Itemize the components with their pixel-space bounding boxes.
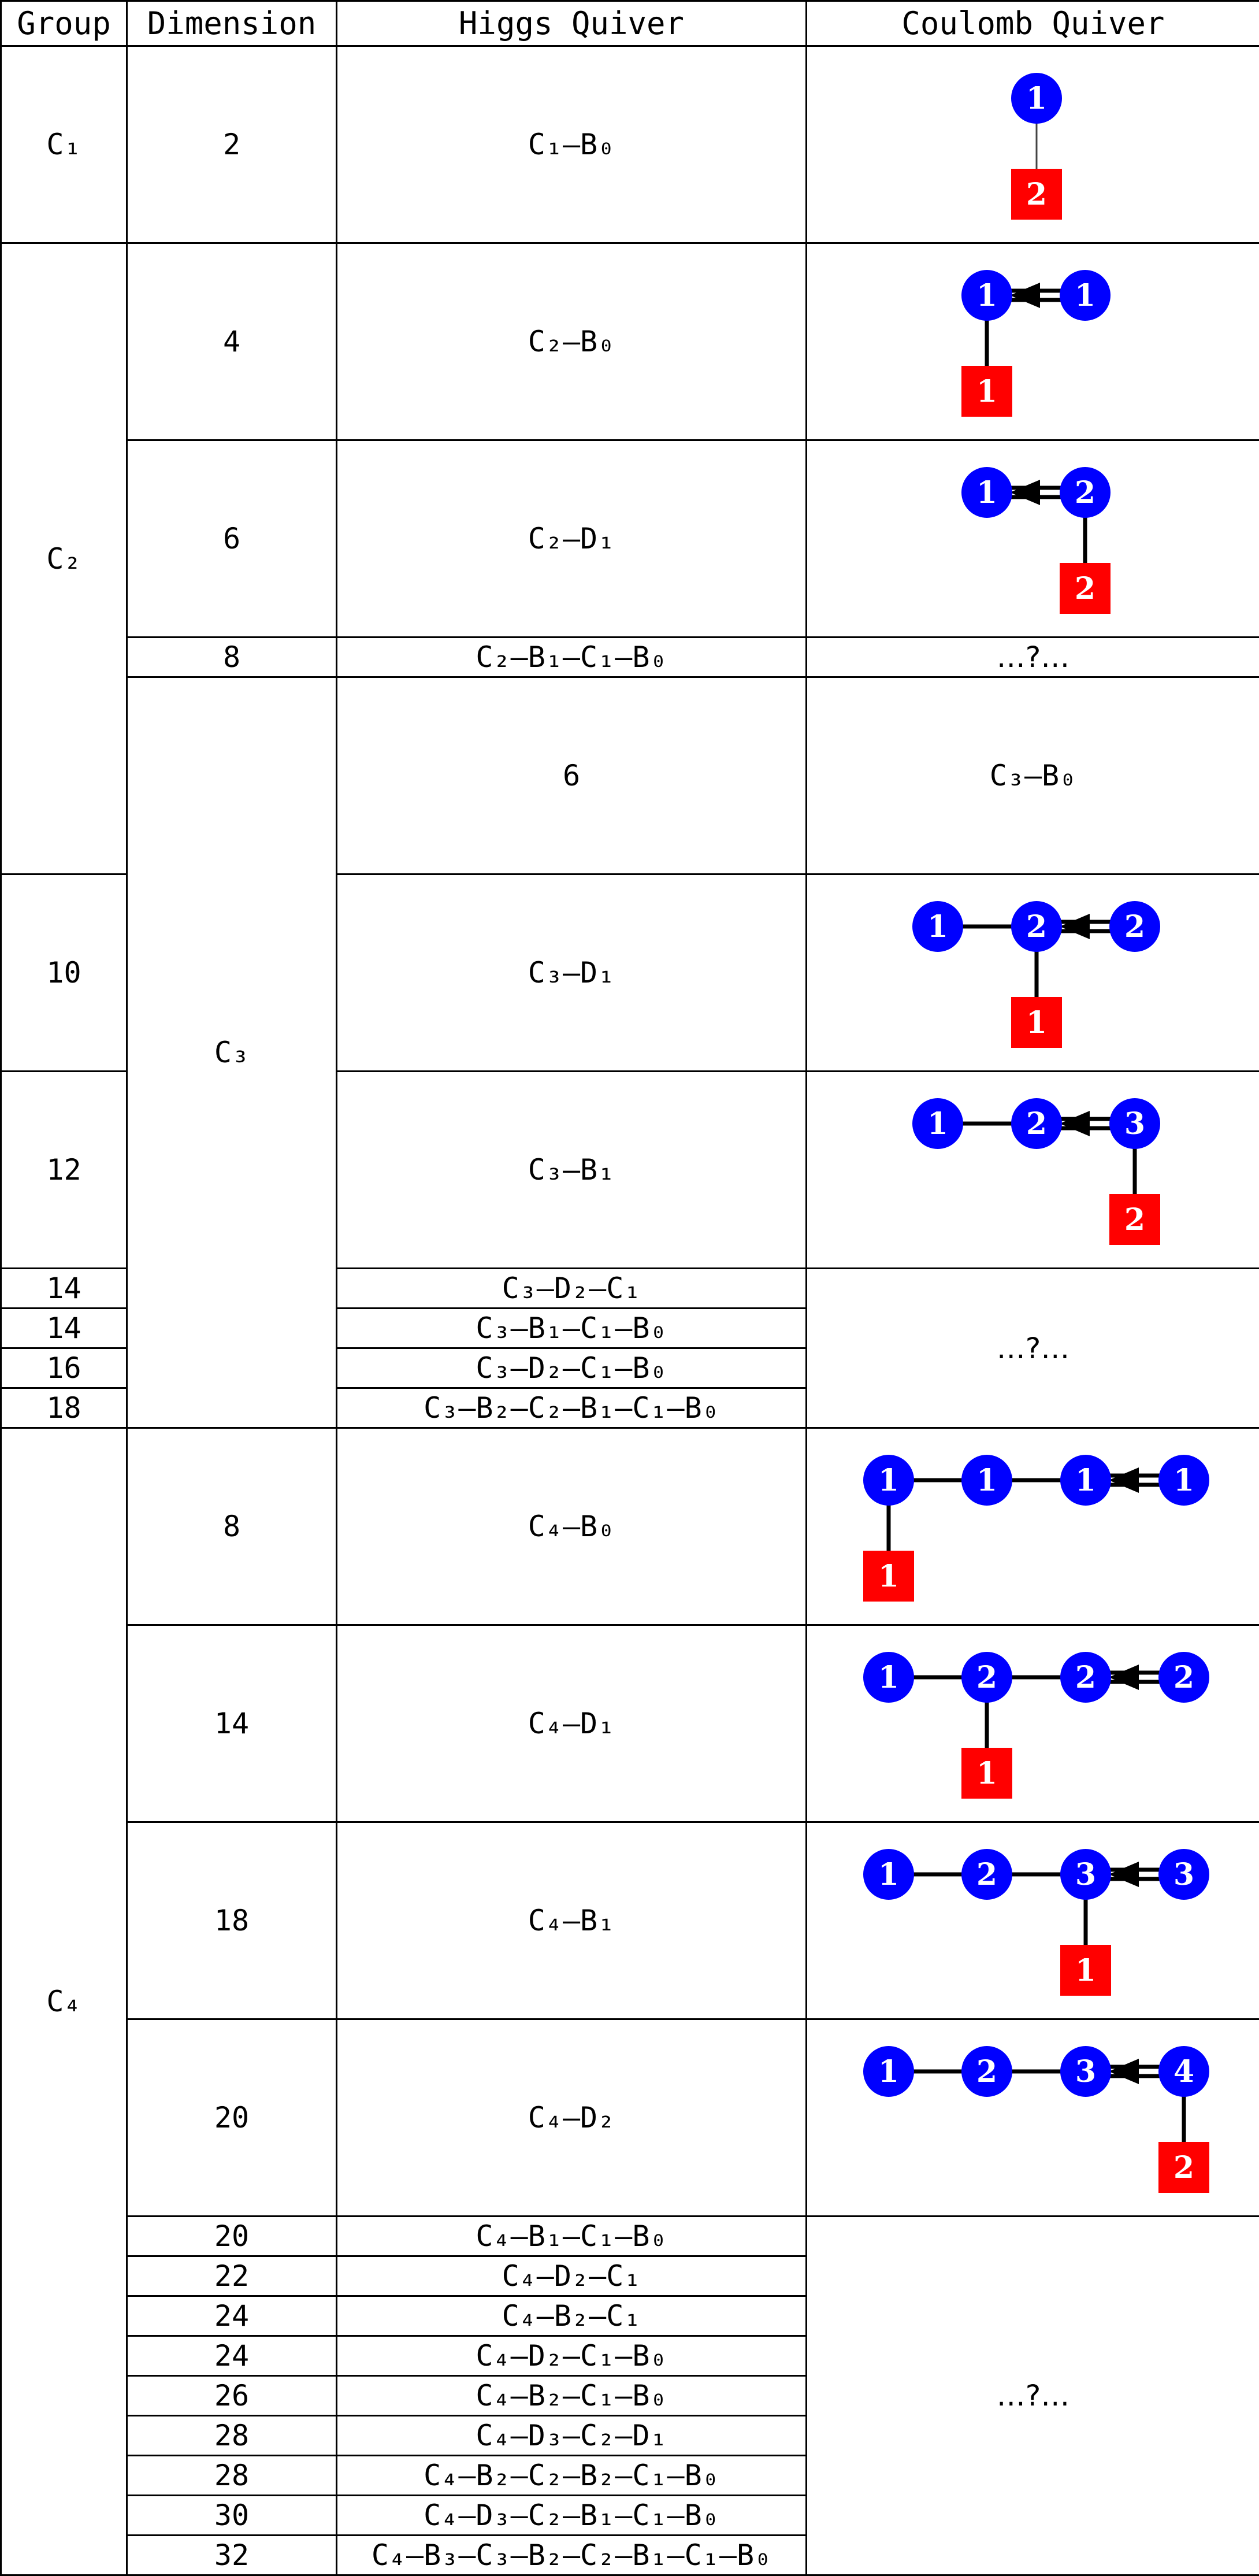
dimension-cell: 18 (127, 1822, 337, 2019)
header-dimension: Dimension (127, 1, 337, 46)
group-c1: C₁ (1, 46, 127, 243)
gauge-node-label: 1 (878, 1857, 899, 1892)
higgs-quiver-cell: C₄–B₀ (337, 1428, 807, 1625)
unknown-coulomb-quiver: …?… (807, 2217, 1259, 2575)
header-row (1, 1, 1259, 46)
flavor-node-label: 2 (1173, 2150, 1194, 2185)
flavor-node-label: 1 (1026, 1005, 1047, 1040)
coulomb-quiver-c3-dim10 (807, 874, 1259, 1072)
dimension-cell: 26 (127, 2376, 337, 2416)
higgs-quiver-cell: C₃–B₁–C₁–B₀ (337, 1309, 807, 1348)
arrowhead (1060, 914, 1090, 939)
flavor-node-label: 2 (1124, 1202, 1145, 1237)
higgs-quiver-cell: C₄–B₃–C₃–B₂–C₂–B₁–C₁–B₀ (337, 2536, 807, 2575)
coulomb-quiver-c2-dim6 (807, 440, 1259, 637)
coulomb-quiver-diagram (814, 1077, 1253, 1262)
higgs-quiver-cell: C₄–B₂–C₁ (337, 2296, 807, 2336)
group-c4: C₄ (1, 1428, 127, 2575)
dimension-cell: 4 (127, 243, 337, 440)
flavor-node-label: 1 (976, 374, 997, 409)
higgs-quiver-cell: C₄–D₃–C₂–D₁ (337, 2416, 807, 2456)
gauge-node-label: 3 (1075, 1857, 1096, 1892)
gauge-node-label: 1 (1075, 1463, 1096, 1498)
unknown-coulomb-quiver: …?… (807, 637, 1259, 677)
dimension-cell: 8 (127, 637, 337, 677)
flavor-node-label: 1 (878, 1559, 899, 1594)
higgs-quiver-cell: C₄–D₂ (337, 2019, 807, 2217)
dimension-cell: 16 (1, 1348, 127, 1388)
table-row (1, 2019, 1259, 2217)
gauge-node-label: 1 (927, 1106, 948, 1141)
gauge-node-label: 2 (1026, 1106, 1047, 1141)
gauge-node-label: 1 (976, 1463, 997, 1498)
dimension-cell: 14 (127, 1625, 337, 1822)
gauge-node-label: 2 (976, 1857, 997, 1892)
dimension-cell: 22 (127, 2256, 337, 2296)
dimension-cell: 18 (1, 1388, 127, 1428)
gauge-node-label: 2 (1124, 909, 1145, 944)
coulomb-quiver-c4-dim14 (807, 1625, 1259, 1822)
dimension-cell: 32 (127, 2536, 337, 2575)
table-row (1, 677, 1259, 874)
coulomb-quiver-c3-dim12 (807, 1072, 1259, 1269)
coulomb-quiver-c4-dim20 (807, 2019, 1259, 2217)
arrowhead (1060, 1111, 1090, 1136)
higgs-quiver-cell: C₄–D₂–C₁–B₀ (337, 2336, 807, 2376)
higgs-quiver-cell: C₄–D₂–C₁ (337, 2256, 807, 2296)
higgs-quiver-cell: C₄–D₁ (337, 1625, 807, 1822)
higgs-quiver-cell: C₃–D₂–C₁–B₀ (337, 1348, 807, 1388)
dimension-cell: 30 (127, 2496, 337, 2536)
dimension-cell: 20 (127, 2019, 337, 2217)
dimension-cell: 24 (127, 2296, 337, 2336)
coulomb-quiver-c2-dim4 (807, 243, 1259, 440)
gauge-node-label: 2 (1173, 1660, 1194, 1695)
group-c2: C₂ (1, 243, 127, 874)
higgs-quiver-cell: C₂–D₁ (337, 440, 807, 637)
coulomb-quiver-diagram (814, 249, 1253, 434)
table-row (1, 440, 1259, 637)
arrowhead (1109, 1467, 1139, 1493)
higgs-quiver-cell: C₄–B₂–C₁–B₀ (337, 2376, 807, 2416)
dimension-cell: 6 (127, 440, 337, 637)
coulomb-quiver-c4-dim18 (807, 1822, 1259, 2019)
gauge-node-label: 2 (976, 1660, 997, 1695)
arrowhead (1109, 1862, 1139, 1887)
higgs-quiver-cell: C₁–B₀ (337, 46, 807, 243)
dimension-cell: 12 (1, 1072, 127, 1269)
coulomb-quiver-c4-dim8 (807, 1428, 1259, 1625)
higgs-quiver-cell: C₃–B₂–C₂–B₁–C₁–B₀ (337, 1388, 807, 1428)
coulomb-quiver-c1-dim2 (807, 46, 1259, 243)
table-row (1, 1625, 1259, 1822)
table-row (1, 1428, 1259, 1625)
higgs-quiver-cell: C₃–D₁ (337, 874, 807, 1072)
dimension-cell: 28 (127, 2416, 337, 2456)
dimension-cell: 14 (1, 1309, 127, 1348)
flavor-node-label: 2 (1026, 177, 1047, 212)
higgs-quiver-cell: C₂–B₀ (337, 243, 807, 440)
higgs-quiver-cell: C₄–D₃–C₂–B₁–C₁–B₀ (337, 2496, 807, 2536)
coulomb-quiver-diagram (814, 880, 1253, 1065)
arrowhead (1010, 480, 1040, 505)
dimension-cell: 20 (127, 2217, 337, 2256)
unknown-coulomb-quiver: …?… (807, 1269, 1259, 1428)
gauge-node-label: 1 (1173, 1463, 1194, 1498)
higgs-quiver-cell: C₄–B₁ (337, 1822, 807, 2019)
table-row (1, 46, 1259, 243)
dimension-cell: 6 (337, 677, 807, 874)
arrowhead (1109, 2059, 1139, 2084)
coulomb-quiver-diagram (814, 1828, 1253, 2013)
gauge-node-label: 2 (1075, 1660, 1096, 1695)
flavor-node-label: 1 (1075, 1953, 1096, 1988)
header-coulomb: Coulomb Quiver (807, 1, 1259, 46)
coulomb-quiver-diagram (814, 446, 1253, 631)
table-row (1, 1822, 1259, 2019)
gauge-node-label: 1 (878, 1463, 899, 1498)
higgs-quiver-cell: C₃–D₂–C₁ (337, 1269, 807, 1309)
header-group: Group (1, 1, 127, 46)
gauge-node-label: 1 (976, 278, 997, 313)
coulomb-quiver-diagram (814, 2025, 1253, 2210)
dimension-cell: 8 (127, 1428, 337, 1625)
arrowhead (1010, 283, 1040, 308)
gauge-node-label: 3 (1075, 2054, 1096, 2089)
gauge-node-label: 1 (927, 909, 948, 944)
gauge-node-label: 2 (976, 2054, 997, 2089)
header-higgs: Higgs Quiver (337, 1, 807, 46)
gauge-node-label: 1 (878, 2054, 899, 2089)
table-row (1, 2217, 1259, 2256)
gauge-node-label: 2 (1026, 909, 1047, 944)
table-row (1, 243, 1259, 440)
dimension-cell: 28 (127, 2456, 337, 2496)
gauge-node-label: 4 (1173, 2054, 1194, 2089)
gauge-node-label: 1 (1026, 81, 1047, 116)
dimension-cell: 14 (1, 1269, 127, 1309)
dimension-cell: 10 (1, 874, 127, 1072)
coulomb-quiver-diagram (814, 1434, 1253, 1619)
table-row (1, 637, 1259, 677)
gauge-node-label: 1 (1075, 278, 1095, 313)
higgs-quiver-cell: C₃–B₁ (337, 1072, 807, 1269)
arrowhead (1109, 1665, 1139, 1690)
gauge-node-label: 3 (1124, 1106, 1145, 1141)
higgs-quiver-cell: C₄–B₂–C₂–B₂–C₁–B₀ (337, 2456, 807, 2496)
higgs-quiver-cell: C₄–B₁–C₁–B₀ (337, 2217, 807, 2256)
dimension-cell: 2 (127, 46, 337, 243)
dimension-cell: 24 (127, 2336, 337, 2376)
group-c3: C₃ (127, 677, 337, 1428)
coulomb-quiver-diagram (814, 1631, 1253, 1816)
gauge-node-label: 2 (1075, 475, 1095, 510)
gauge-node-label: 1 (976, 475, 997, 510)
flavor-node-label: 1 (976, 1756, 997, 1791)
gauge-node-label: 3 (1173, 1857, 1194, 1892)
higgs-quiver-cell: C₃–B₀ (807, 677, 1259, 874)
higgs-quiver-cell: C₂–B₁–C₁–B₀ (337, 637, 807, 677)
flavor-node-label: 2 (1075, 571, 1095, 606)
coulomb-quiver-diagram (814, 52, 1253, 237)
gauge-node-label: 1 (878, 1660, 899, 1695)
